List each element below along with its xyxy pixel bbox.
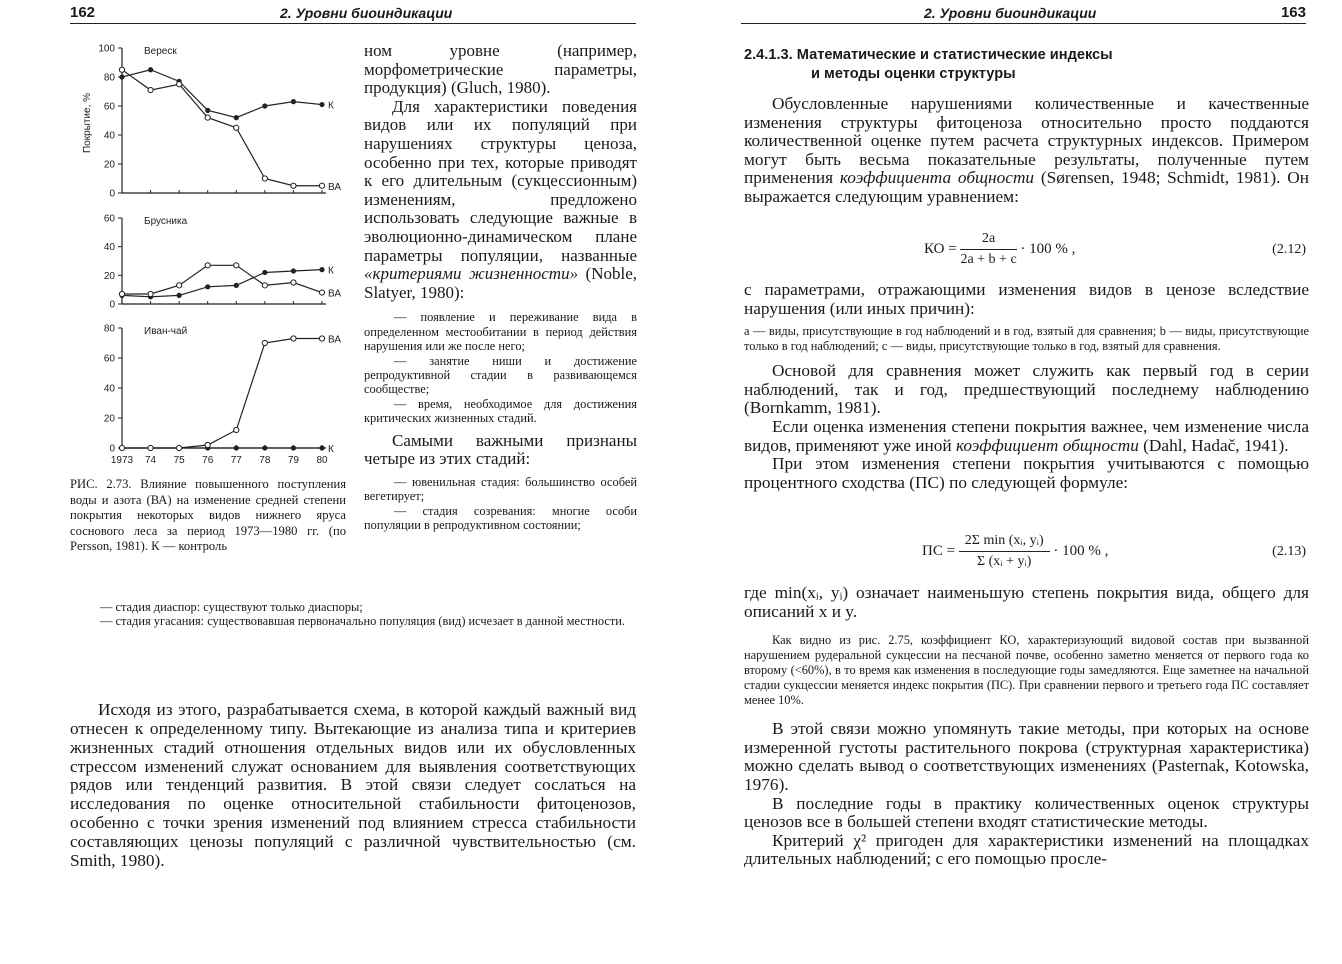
y-tick-label: 0 (109, 188, 115, 200)
paragraph: Для характеристики поведения видов или их популяций при нарушениях структуры ценоза, особенно при тех, которые приводят к его длительным (сукцессионным) изменениям, предложено использовать следующие важные в эволюционно-динамическом плане параметры популяции, названные «критериями жизненности» (Noble, Slatyer, 1980): (364, 96, 637, 302)
data-point (205, 442, 210, 447)
data-point (262, 340, 267, 345)
running-head-left (70, 3, 636, 24)
y-tick-label: 60 (103, 213, 115, 225)
data-point (291, 268, 296, 273)
data-point (205, 284, 210, 289)
series-line (122, 70, 322, 186)
data-point (119, 291, 124, 296)
y-tick-label: 0 (109, 299, 115, 311)
data-point (148, 445, 153, 450)
data-point (177, 283, 182, 288)
equation-number: (2.12) (1272, 242, 1306, 257)
coverage-chart (62, 38, 362, 468)
note: Как видно из рис. 2.75, коэффициент КО, характеризующий видовой состав при вызванной нарушением рудеральной сукцессии на песчаной почве, особенно заметно меняется от первого года ко второму (<60%), в то время как изменения в последующие годы замедляются. Еще заметнее на начальной стадии сукцессии меняется индекс покрытия (ПС). При сравнении первого и третьего года ПС составляет менее 10%. (744, 633, 1309, 708)
paragraph: Обусловленные нарушениями количественные и качественные изменения структуры фитоценоза относительно просто поддаются количественной оценке путем расчета структурных индексов. Примером могут быть весьма показательные результаты, полученные путем применения коэффициента общности (Sørensen, 1948; Schmidt, 1981). Он выражается следующим уравнением: (744, 94, 1309, 206)
x-tick-label: 74 (145, 455, 157, 466)
y-tick-label: 60 (103, 101, 115, 113)
data-point (119, 445, 124, 450)
series-label: К (328, 444, 334, 455)
panel-title: Брусника (144, 216, 188, 227)
x-tick-label: 79 (287, 455, 299, 466)
paragraph: Если оценка изменения степени покрытия важнее, чем изменение числа видов, применяют уже иной коэффициент общности (Dahl, Hadač, 1941). (744, 416, 1309, 455)
paragraph: В последние годы в практику количественных оценок структуры ценозов все в большей степени входят статистические методы. (744, 793, 1309, 832)
data-point (234, 445, 239, 450)
data-point (319, 290, 324, 295)
paragraph: Критерий χ² пригоден для характеристики изменений на площадках длительных наблюдений; с его помощью просле- (744, 830, 1309, 869)
list-item: — стадия созревания: многие особи популяции в репродуктивном состоянии; (364, 503, 637, 532)
running-head-title: 2. Уровни биоиндикации (924, 5, 1097, 21)
y-tick-label: 0 (109, 443, 115, 455)
y-tick-label: 40 (103, 130, 115, 142)
data-point (177, 82, 182, 87)
series-label: К (328, 265, 334, 277)
y-tick-label: 80 (103, 323, 115, 335)
data-point (205, 108, 210, 113)
data-point (234, 283, 239, 288)
page-number: 162 (70, 4, 96, 21)
y-tick-label: 20 (103, 413, 115, 425)
figure-caption: РИС. 2.73. Влияние повышенного поступления воды и азота (ВА) на изменение средней степени покрытия некоторых видов нижнего яруса соснового леса за период 1973—1980 гг. (по Persson, 1981). К — контроль (70, 477, 346, 554)
y-tick-label: 60 (103, 353, 115, 365)
paragraph: с параметрами, отражающими изменения видов в ценозе вследствие нарушения (или иных причин): (744, 280, 1309, 318)
x-tick-label: 76 (202, 455, 214, 466)
data-point (205, 115, 210, 120)
panel-title: Иван-чай (144, 326, 188, 337)
running-head-right (741, 3, 1306, 24)
series-line (122, 70, 322, 118)
full-width-list (70, 600, 636, 629)
list-item: — время, необходимое для достижения критических жизненных стадий. (364, 396, 637, 426)
y-tick-label: 20 (103, 270, 115, 282)
paragraph: Основой для сравнения может служить как первый год в серии наблюдений, так и год, предшествующий последнему наблюдению (Bornkamm, 1981). (744, 361, 1309, 418)
series-line (122, 339, 322, 449)
x-tick-label: 1973 (110, 455, 134, 466)
y-tick-label: 80 (103, 72, 115, 84)
data-point (148, 291, 153, 296)
data-point (262, 270, 267, 275)
data-point (319, 267, 324, 272)
text-block-1 (744, 95, 1309, 207)
data-point (234, 263, 239, 268)
text-block-3 (744, 584, 1309, 869)
data-point (119, 67, 124, 72)
y-axis-label: Покрытие, % (82, 92, 93, 154)
list-item: — стадия диаспор: существуют только диаспоры; (100, 600, 363, 614)
formula-2-13: ПС = $\frac{\text{2Σ min (xᵢ, yᵢ)}}{\text{Σ (xᵢ + yᵢ)}}$ · 100 % , (922, 533, 1109, 569)
data-point (234, 115, 239, 120)
data-point (234, 427, 239, 432)
data-point (291, 445, 296, 450)
equation-number: (2.13) (1272, 544, 1306, 559)
data-point (291, 336, 296, 341)
paragraph: При этом изменения степени покрытия учитываются с помощью процентного сходства (ПС) по следующей формуле: (744, 454, 1309, 492)
y-tick-label: 100 (98, 43, 115, 55)
data-point (234, 125, 239, 130)
page-number: 163 (1280, 4, 1306, 21)
data-point (319, 336, 324, 341)
x-tick-label: 77 (230, 455, 242, 466)
x-tick-label: 75 (173, 455, 185, 466)
data-point (262, 283, 267, 288)
series-label: ВА (328, 334, 342, 346)
series-label: ВА (328, 288, 342, 300)
paragraph: Самыми важными признаны четыре из этих стадий: (364, 430, 637, 469)
formula-2-12: КО = $\frac{2a}{2a + b + c}$ · 100 % , (924, 231, 1076, 267)
text-column-right (364, 42, 637, 532)
data-point (319, 102, 324, 107)
list-item: — стадия угасания: существовавшая первоначально популяция (вид) исчезает в данной местности. (100, 614, 625, 629)
list-item: — ювенильная стадия: большинство особей вегетирует; (364, 474, 637, 504)
data-point (177, 445, 182, 450)
panel-title: Вереск (144, 46, 177, 57)
data-point (291, 99, 296, 104)
paragraph: ном уровне (например, морфометрические параметры, продукция) (Gluch, 1980). (364, 41, 637, 98)
x-tick-label: 78 (259, 455, 271, 466)
data-point (262, 445, 267, 450)
series-label: К (328, 100, 334, 112)
data-point (291, 183, 296, 188)
y-tick-label: 40 (103, 242, 115, 254)
data-point (291, 280, 296, 285)
data-point (205, 263, 210, 268)
x-tick-label: 80 (316, 455, 328, 466)
data-point (319, 183, 324, 188)
paragraph: В этой связи можно упомянуть такие методы, при которых на основе измеренной густоты растительного покрова (структурная характеристика) можно сделать вывод о соответствующих изменениях (Pasternak, Kotowska, 1976). (744, 719, 1309, 794)
paragraph: где min(xᵢ, yᵢ) означает наименьшую степень покрытия вида, общего для описаний x и y. (744, 583, 1309, 621)
running-head-title: 2. Уровни биоиндикации (280, 5, 453, 21)
section-heading: 2.4.1.3. Математические и статистические индексы и методы оценки структуры (744, 47, 1113, 82)
data-point (319, 445, 324, 450)
paragraph: Исходя из этого, разрабатывается схема, в которой каждый важный вид отнесен к определенному типу. Вытекающие из анализа типа и критериев жизненных стадий отношения отдельных видов или их обусловленных стрессом изменений служат основанием для выявления соответствующих рядов или тенденций развития. В этой связи следует сослаться на исследования по оценке относительной стабильности фитоценозов, особенно с точки зрения изменений под влиянием стресса стабильности составляющих ценозы популяций с различной чувствительностью (см. Smith, 1980). (70, 700, 636, 870)
data-point (119, 74, 124, 79)
data-point (177, 293, 182, 298)
right-page (671, 0, 1342, 964)
list-item: — занятие ниши и достижение репродуктивной стадии в развивающемся сообществе; (364, 353, 637, 397)
data-point (148, 87, 153, 92)
y-tick-label: 20 (103, 159, 115, 171)
data-point (262, 103, 267, 108)
text-block-2 (744, 281, 1309, 492)
data-point (262, 176, 267, 181)
series-label: ВА (328, 181, 342, 193)
list-item: — появление и переживание вида в определенном местообитании в период действия нарушения или же после него; (364, 310, 637, 354)
definitions: a — виды, присутствующие в год наблюдений и в год, взятый для сравнения; b — виды, присутствующие только в год наблюдений; c — виды, присутствующие только в год, взятый для сравнения. (744, 324, 1309, 354)
y-tick-label: 40 (103, 383, 115, 395)
data-point (148, 67, 153, 72)
